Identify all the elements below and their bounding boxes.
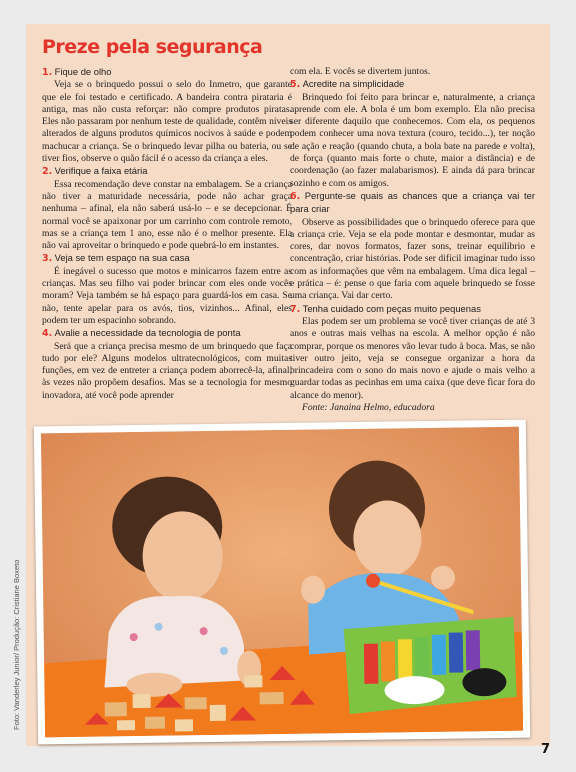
tip-heading xyxy=(42,165,292,178)
photo-illustration xyxy=(41,427,523,738)
tip-body: Elas podem ser um problema se você tiver crianças de até 3 anos e outras mais velhas na escola. A melhor opção é não comprar, porque os menores vão levar tudo à boca. Mas, se não tiver outro jeito, veja se consegue organizar a hora da brincadeira com o sono do mais novo e ajude o mais velho a guardar todas as pecinhas em uma caixa (que deve ficar fora do alcance do menor). xyxy=(290,315,535,401)
article-title: Preze pela segurança xyxy=(42,36,263,58)
column-left xyxy=(42,66,292,402)
tip-body: Essa recomendação deve constar na embalagem. Se a criança não tiver a maturidade necessária, pode não achar graça nenhuma – afinal, ela não saberá usá-lo – e se decepcionar. É normal você se apaixonar por um carrinho com controle remoto, mas se a criança tem 1 ano, esse não é o melhor presente. Ela não vai aproveitar o brinquedo e pode quebrá-lo em instantes. xyxy=(42,178,292,252)
tip-body: Será que a criança precisa mesmo de um brinquedo que faça tudo por ele? Alguns modelos ultratecnológicos, com muitas funções, em vez de entreter a criança podem aborrecê-la, afinal, às vezes não propõem desafios. Mas se a tecnologia for mesmo inovadora, até você pode aprender xyxy=(42,340,292,401)
source-credit: Fonte: Janaina Helmo, educadora xyxy=(302,402,435,414)
tip-body: Brinquedo foi feito para brincar e, naturalmente, a criança aprende com ele. A bola é um bom exemplo. Ela não precisa ser diferente daquilo que conhecemos. Com ela, os pequenos podem conhecer uma nova textura (couro, tecido...), ter noção de ação e reação (quando chuta, a bola bate na parede e volta), de força (quanto mais forte o chute, maior a distância) e de coordenação (ao fazer malabarismos). E ainda dá para brincar sozinho e com os amigos. xyxy=(290,91,535,189)
tip-title: Tenha cuidado com peças muito pequenas xyxy=(302,302,481,314)
tip-number: 6. xyxy=(290,190,301,202)
tip-body: É inegável o sucesso que motos e minicarros fazem entre as crianças. Mas seu filho vai poder brincar com eles onde vocês moram? Veja também se há espaço para guardá-los em casa. Se não, tente apelar para os avós, tios, vizinhos... Afinal, eles podem ter um espacinho sobrando. xyxy=(42,265,292,326)
photo-credit-text: Foto: Vanderley Junior/ Produção: Cristiane Boxeto xyxy=(12,559,21,730)
tip-heading xyxy=(290,78,535,91)
photo-frame xyxy=(34,420,530,745)
tip-number: 3. xyxy=(42,253,53,265)
tip-title: Pergunte-se quais as chances que a criança vai ter para criar xyxy=(290,189,535,215)
tip-heading xyxy=(290,190,535,217)
tip-number: 2. xyxy=(42,166,53,178)
tip-number: 1. xyxy=(42,67,53,78)
tip-title: Fique de olho xyxy=(54,66,112,77)
children-playing-photo xyxy=(41,427,523,738)
tip-title: Verifique a faixa etária xyxy=(54,165,148,177)
tip-heading xyxy=(42,327,292,340)
photo-credit xyxy=(12,560,26,740)
tip-heading xyxy=(290,303,535,316)
tip-number: 7. xyxy=(290,303,301,315)
tip-heading xyxy=(42,252,292,265)
tip-heading xyxy=(42,66,292,79)
tip-body-continued: com ela. E vocês se divertem juntos. xyxy=(290,66,431,77)
tip-title: Avalie a necessidade da tecnologia de ponta xyxy=(54,327,241,339)
tip-number: 4. xyxy=(42,328,53,340)
tip-body: Observe as possibilidades que o brinquedo oferece para que a criança crie. Veja se ela pode montar e desmontar, mudar as cores, dar novos formatos, fazer sons, treinar equilíbrio e concentração, criar histórias. Pode ser difícil imaginar tudo isso com as informações que vêm na embalagem. Uma dica legal – e prática – é: pense o que faria com aquele brinquedo se fosse uma criança. Vai dar certo. xyxy=(290,216,535,302)
tip-title: Veja se tem espaço na sua casa xyxy=(54,252,190,264)
page-number: 7 xyxy=(541,742,551,757)
column-right xyxy=(290,66,535,414)
tip-title: Acredite na simplicidade xyxy=(302,78,405,90)
tip-body: Veja se o brinquedo possui o selo do Inmetro, que garante que ele foi testado e certificado. A bandeira contra pirataria é antiga, mas não custa reforçar: não compre produtos piratas. Eles não passaram por nenhum teste de qualidade, contêm níveis alterados de alguns produtos químicos nocivos à saúde e podem machucar a criança. Se o brinquedo levar pilha ou bateria, ou se tiver fios, observe o quão fácil é o acesso da criança a eles. xyxy=(42,79,292,165)
tip-number: 5. xyxy=(290,79,301,91)
